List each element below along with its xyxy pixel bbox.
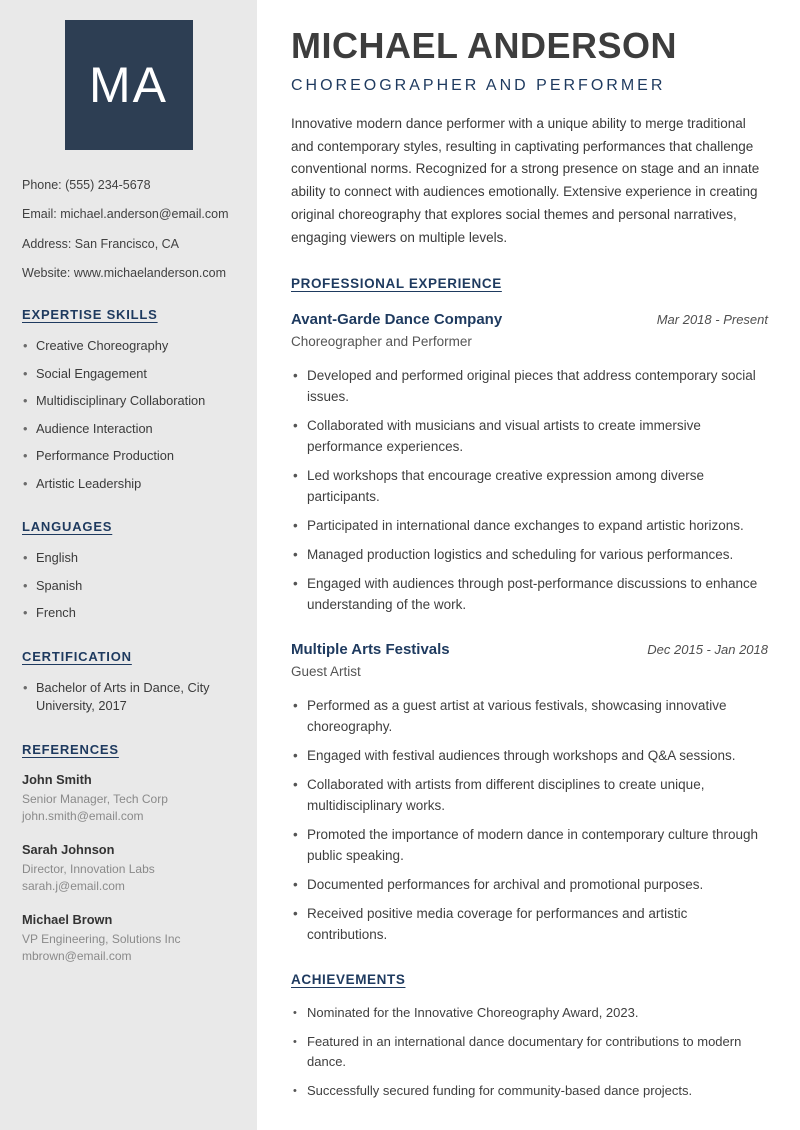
reference-name: Michael Brown	[22, 911, 113, 927]
job-bullet: • Developed and performed original pieces that address contemporary social issues.	[291, 366, 768, 408]
language-item: • English	[22, 549, 235, 568]
job-header	[291, 641, 768, 658]
person-name: MICHAEL ANDERSON	[291, 25, 678, 66]
references-heading: REFERENCES	[22, 742, 119, 758]
skill-item: • Social Engagement	[22, 365, 235, 384]
job-entry	[291, 641, 768, 945]
monogram-box	[65, 20, 193, 150]
company-name: Multiple Arts Festivals	[291, 641, 450, 659]
reference-name: John Smith	[22, 772, 92, 788]
company-name: Avant-Garde Dance Company	[291, 311, 503, 329]
certification-list	[22, 679, 235, 716]
main-content	[257, 0, 800, 1130]
job-dates: Mar 2018 - Present	[656, 312, 768, 328]
contact-email: Email: michael.anderson@email.com	[22, 207, 229, 222]
skill-item: • Multidisciplinary Collaboration	[22, 392, 235, 411]
skill-item: • Audience Interaction	[22, 420, 235, 439]
skill-item: • Artistic Leadership	[22, 475, 235, 494]
skills-heading: EXPERTISE SKILLS	[22, 307, 158, 322]
job-bullet: • Led workshops that encourage creative expression among diverse participants.	[291, 466, 768, 508]
reference-title: Director, Innovation Labs	[22, 861, 155, 876]
job-bullet: • Promoted the importance of modern dance in contemporary culture through public speaking.	[291, 825, 768, 867]
reference-title: VP Engineering, Solutions Inc	[22, 931, 181, 946]
experience-heading: PROFESSIONAL EXPERIENCE	[291, 276, 502, 292]
languages-list	[22, 549, 235, 623]
achievement-item: • Featured in an international dance documentary for contributions to modern dance.	[291, 1032, 768, 1071]
achievement-item: • Successfully secured funding for community-based dance projects.	[291, 1081, 768, 1101]
certification-heading: CERTIFICATION	[22, 648, 132, 664]
reference-email: sarah.j@email.com	[22, 879, 125, 894]
skills-list	[22, 337, 235, 493]
job-dates: Dec 2015 - Jan 2018	[647, 642, 768, 658]
sidebar	[0, 0, 257, 1130]
reference-item	[22, 772, 235, 826]
job-header	[291, 311, 768, 328]
language-item: • Spanish	[22, 577, 235, 596]
job-title: Choreographer and Performer	[291, 334, 472, 350]
achievements-list	[291, 1003, 768, 1101]
language-item: • French	[22, 604, 235, 623]
contact-block	[22, 177, 235, 281]
summary-paragraph: Innovative modern dance performer with a unique ability to merge traditional and contemporary styles, resulting in captivating performances that challenge conventional norms. Recognized for a strong presence on stage and an innate ability to connect with audiences emotionally. Extensive experience in creating original choreography that explores social themes and personal narratives, engaging viewers on multiple levels.	[291, 115, 760, 246]
job-bullet: • Collaborated with musicians and visual artists to create immersive performance experiences.	[291, 416, 768, 458]
job-bullet: • Received positive media coverage for performances and artistic contributions.	[291, 904, 768, 946]
job-bullet: • Documented performances for archival and promotional purposes.	[291, 875, 768, 896]
job-bullet: • Engaged with festival audiences through workshops and Q&A sessions.	[291, 746, 768, 767]
job-bullet: • Managed production logistics and scheduling for various performances.	[291, 545, 768, 566]
reference-name: Sarah Johnson	[22, 841, 115, 857]
person-role: CHOREOGRAPHER AND PERFORMER	[291, 76, 666, 94]
skill-item: • Creative Choreography	[22, 337, 235, 356]
contact-website: Website: www.michaelanderson.com	[22, 265, 227, 280]
job-bullet: • Performed as a guest artist at various festivals, showcasing innovative choreography.	[291, 696, 768, 738]
reference-email: john.smith@email.com	[22, 809, 144, 824]
contact-address: Address: San Francisco, CA	[22, 236, 180, 251]
job-entry	[291, 311, 768, 615]
contact-phone: Phone: (555) 234-5678	[22, 178, 151, 192]
monogram-initials: MA	[89, 57, 168, 113]
certification-item: • Bachelor of Arts in Dance, City University, 2017	[22, 679, 235, 716]
job-bullet-list	[291, 696, 768, 945]
job-bullet-list	[291, 366, 768, 615]
job-title: Guest Artist	[291, 664, 361, 680]
achievements-heading: ACHIEVEMENTS	[291, 971, 406, 987]
reference-item	[22, 842, 235, 896]
achievement-item: • Nominated for the Innovative Choreography Award, 2023.	[291, 1003, 768, 1023]
languages-heading: LANGUAGES	[22, 519, 113, 535]
reference-item	[22, 912, 235, 966]
skill-item: • Performance Production	[22, 447, 235, 466]
reference-email: mbrown@email.com	[22, 948, 132, 963]
job-bullet: • Collaborated with artists from different disciplines to create unique, multidisciplinary works.	[291, 775, 768, 817]
reference-title: Senior Manager, Tech Corp	[22, 792, 168, 807]
job-bullet: • Participated in international dance exchanges to expand artistic horizons.	[291, 516, 768, 537]
job-bullet: • Engaged with audiences through post-performance discussions to enhance understanding of the work.	[291, 574, 768, 616]
